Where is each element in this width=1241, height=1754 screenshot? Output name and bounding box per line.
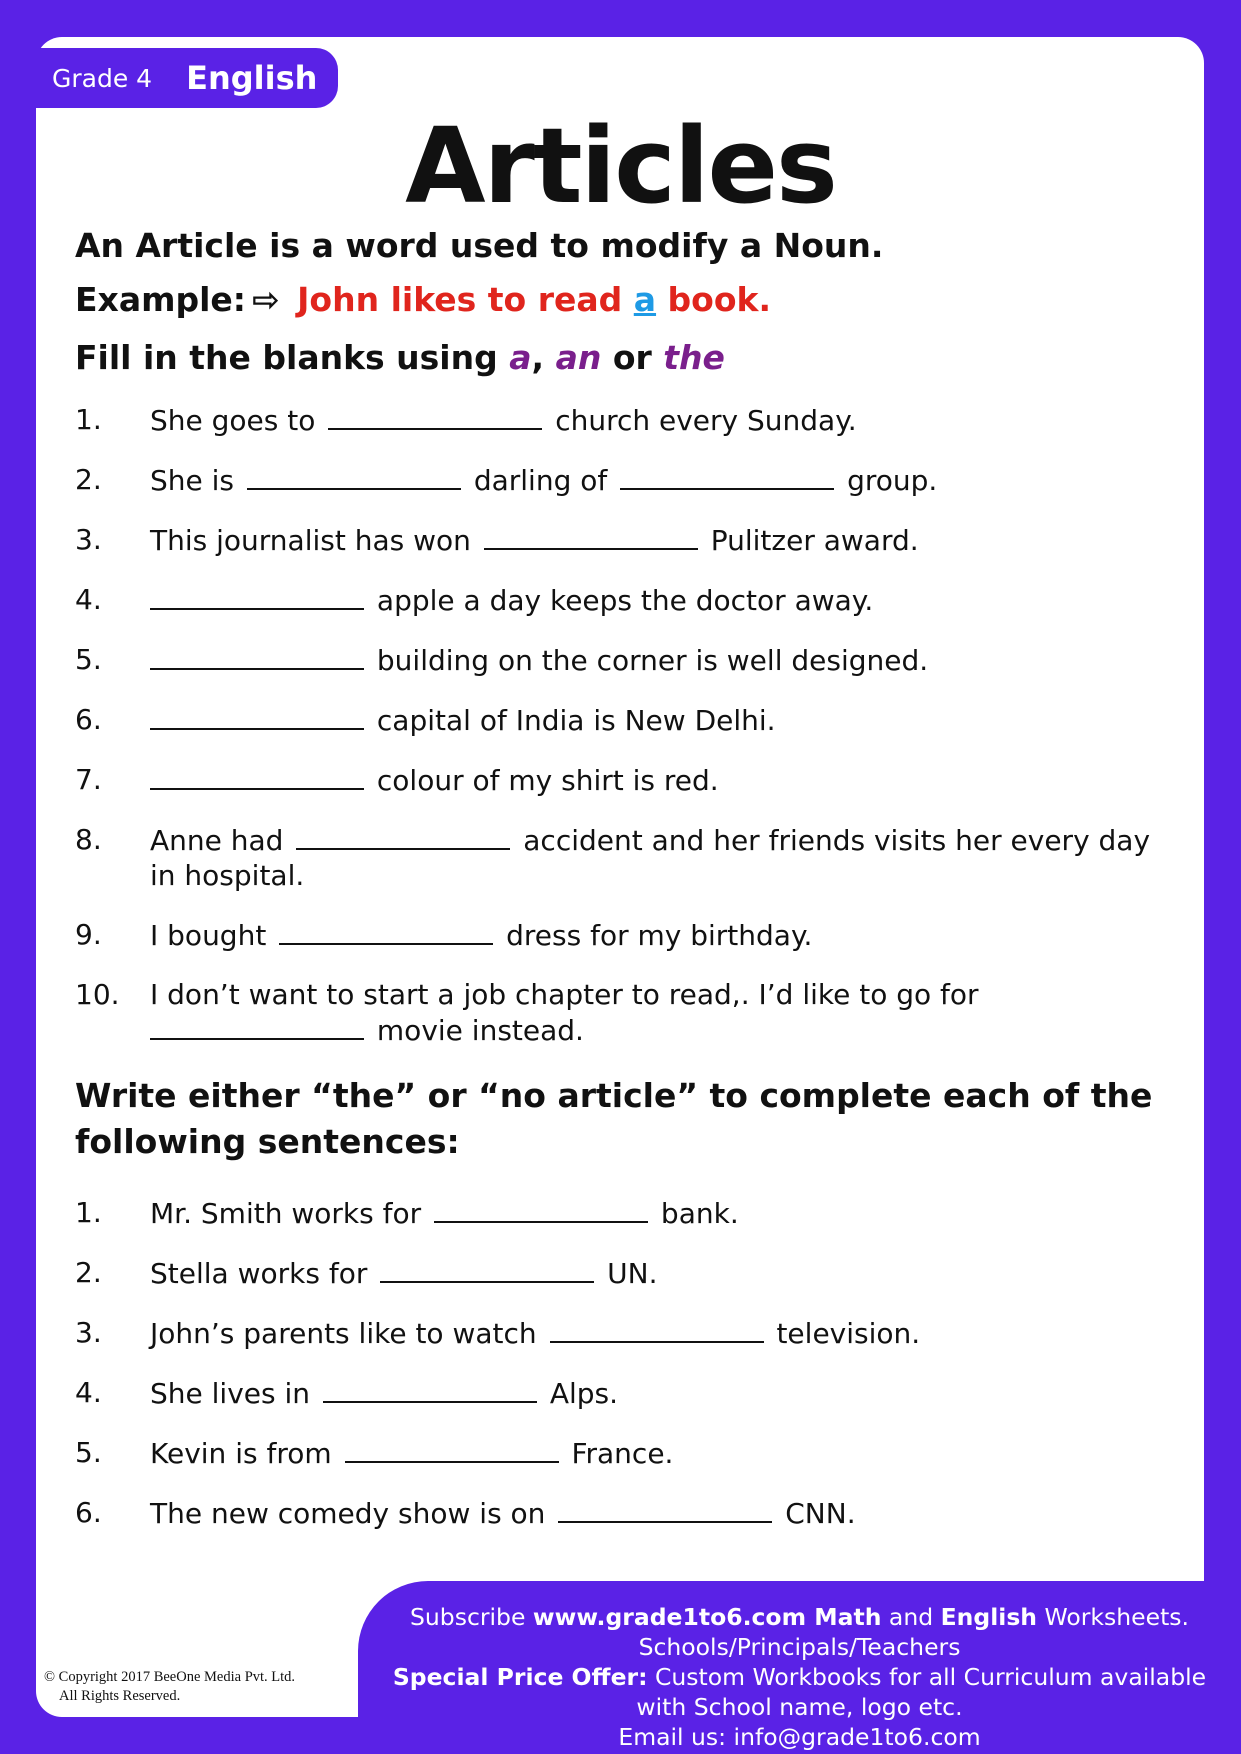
answer-blank[interactable] <box>484 522 698 550</box>
word-or: or <box>612 338 652 377</box>
example-sentence-start: John likes to read <box>297 280 623 319</box>
question-number: 1. <box>75 1196 102 1229</box>
answer-blank[interactable] <box>434 1195 648 1223</box>
question-number: 8. <box>75 823 102 856</box>
answer-blank[interactable] <box>380 1255 594 1283</box>
question-number: 3. <box>75 1316 102 1349</box>
promo-footer <box>358 1581 1241 1754</box>
footer-custom-line: with School name, logo etc. <box>636 1693 963 1721</box>
example-sentence-end: book. <box>667 280 771 319</box>
grade-label: Grade 4 <box>52 63 153 93</box>
answer-blank[interactable] <box>247 462 461 490</box>
answer-blank[interactable] <box>150 762 364 790</box>
footer-offer-line: Special Price Offer: Custom Workbooks for all Curriculum available <box>392 1663 1207 1691</box>
answer-blank[interactable] <box>328 402 542 430</box>
question-number: 5. <box>75 1436 102 1469</box>
page-title: Articles <box>405 105 836 227</box>
question-number: 1. <box>75 403 102 436</box>
example-label: Example: <box>75 280 246 319</box>
answer-blank[interactable] <box>558 1495 772 1523</box>
website-link[interactable]: www.grade1to6.com Math <box>532 1603 882 1631</box>
instruction-text: Fill in the blanks using <box>75 338 498 377</box>
answer-blank[interactable] <box>150 582 364 610</box>
question-number: 7. <box>75 763 102 796</box>
answer-blank[interactable] <box>150 1012 364 1040</box>
arrow-icon: ⇨ <box>252 280 280 319</box>
question-number: 3. <box>75 523 102 556</box>
question-number: 6. <box>75 1496 102 1529</box>
footer-subscribe-line: Subscribe www.grade1to6.com Math and English Worksheets. <box>409 1603 1190 1631</box>
answer-blank[interactable] <box>550 1315 764 1343</box>
example-article: a <box>633 280 657 319</box>
question-number: 4. <box>75 583 102 616</box>
answer-blank[interactable] <box>345 1435 559 1463</box>
grade-subject-tab <box>36 48 338 108</box>
question-number: 2. <box>75 463 102 496</box>
answer-blank[interactable] <box>279 917 493 945</box>
answer-blank[interactable] <box>620 462 834 490</box>
question-number: 10. <box>75 978 120 1011</box>
instruction-the-or-no-article: Write either “the” or “no article” to complete each of the following sentences: <box>75 1076 1153 1161</box>
footer-audience-line: Schools/Principals/Teachers <box>638 1633 961 1661</box>
example-line <box>75 280 771 319</box>
article-a: a <box>509 338 532 377</box>
answer-blank[interactable] <box>150 702 364 730</box>
question-number: 9. <box>75 918 102 951</box>
subject-label: English <box>186 59 318 97</box>
article-the: the <box>663 338 725 377</box>
instruction-fill-blanks <box>75 338 725 377</box>
question-number: 6. <box>75 703 102 736</box>
answer-blank[interactable] <box>323 1375 537 1403</box>
footer-email-line[interactable]: Email us: info@grade1to6.com <box>618 1723 981 1751</box>
copyright-notice: © Copyright 2017 BeeOne Media Pvt. Ltd. All Rights Reserved. <box>44 1669 296 1704</box>
article-an: an <box>555 338 602 377</box>
definition-text: An Article is a word used to modify a Noun. <box>75 226 884 265</box>
question-number: 2. <box>75 1256 102 1289</box>
answer-blank[interactable] <box>296 822 510 850</box>
answer-blank[interactable] <box>150 642 364 670</box>
comma: , <box>531 338 545 377</box>
question-number: 4. <box>75 1376 102 1409</box>
question-number: 5. <box>75 643 102 676</box>
